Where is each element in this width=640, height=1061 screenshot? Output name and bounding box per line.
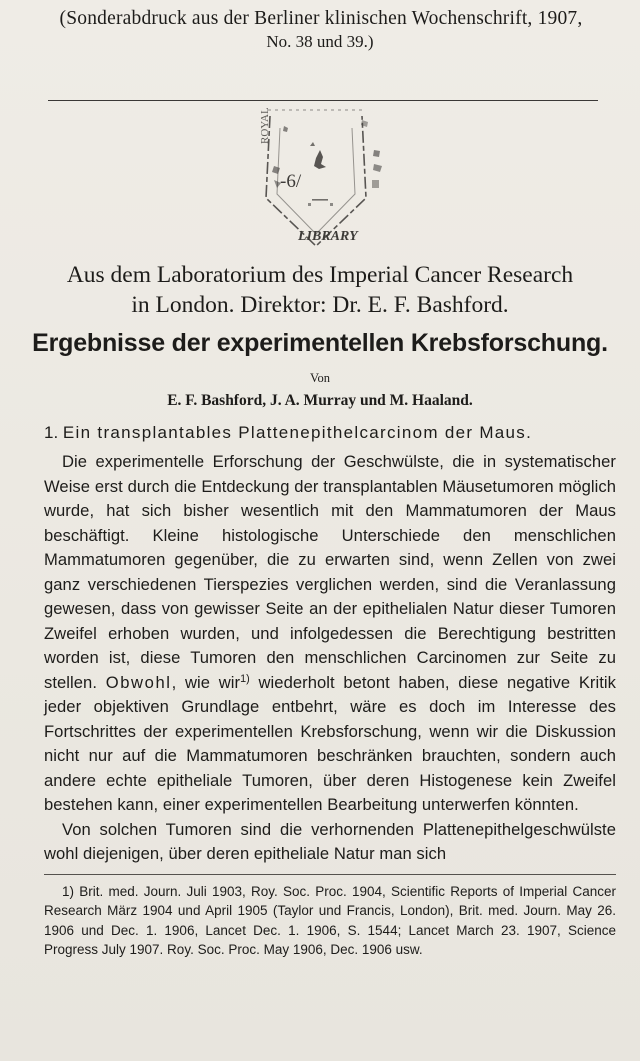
offprint-issue: No. 38 und 39.) [266,32,374,51]
stamp-side-text: ROYAL [259,107,271,144]
paragraph-1-text-d: wiederholt betont haben, diese negative Kritik jeder objektiven Grundlage entbehrt, wäre es doch im Interesse des Fortschrittes der experimentellen Krebsforschung, wenn wir die Diskussion nicht nur auf die Mammatumoren beschränken brauchten, sondern auch andere echte epitheliale Tumoren, über deren Histogenese kein Zweifel bestehen kann, einer experimentellen Bearbeitung unterwerfen könnten. [44,672,616,814]
footnote-rule [44,874,616,875]
paragraph-2: Von solchen Tumoren sind die verhornenden Plattenepithelgeschwülste wohl diejenigen, über deren epitheliale Natur man sich [44,819,616,863]
paragraph-1-spaced-word: Obwohl [105,672,172,692]
offprint-header: (Sonderabdruck aus der Berliner klinischen Wochenschrift, 1907, [59,8,583,29]
stamp-bottom-text: LIBRARY [298,229,358,244]
institute-line-2: in London. Direktor: Dr. E. F. Bashford. [131,292,509,318]
paragraph-1-text-c: , wie wir [171,672,241,692]
byline-von: Von [310,371,330,385]
footnote [44,882,616,959]
footnote-marker: 1) [62,884,75,899]
paragraph-1 [44,450,616,818]
institute-line-1: Aus dem Laboratorium des Imperial Cancer Research [66,262,574,288]
article-body [44,450,616,867]
stamp-number: -6/ [280,171,302,192]
library-stamp [228,48,404,248]
footnote-ref: 1) [240,672,250,685]
section-title: Ein transplantables Plattenepithelcarcinom der Maus. [62,423,533,442]
section-heading [44,423,624,443]
paragraph-1-text-a: Die experimentelle Erforschung der Geschwülste, die in systematischer Weise erst durch die Entdeckung der transplantablen Mäusetumoren möglich wurde, hat sich bisher wesentlich mit den Mammatumoren der Maus beschäftigt. Kleine histologische Unterschiede den menschlichen Mammatumoren gegenüber, die zu erwarten sind, wenn Zellen von zwei ganz verschiedenen Tierspezies verglichen werden, sind die Veranlassung gewesen, dass von gewisser Seite an der epithelialen Natur dieser Tumoren Zweifel erhoben wurden, und infolgedessen die Berechtigung bestritten worden ist, diese Tumoren den menschlichen Carcinomen zur Seite zu stellen. [44,452,616,692]
authors: E. F. Bashford, J. A. Murray und M. Haaland. [167,392,473,409]
header-rule [48,100,598,101]
section-number: 1. [44,423,59,442]
article-title: Ergebnisse der experimentellen Krebsforschung. [32,329,608,357]
footnote-text: Brit. med. Journ. Juli 1903, Roy. Soc. Proc. 1904, Scientific Reports of Imperial Cancer Research März 1904 und April 1905 (Taylor und Francis, London), Brit. med. Journ. May 26. 1906 und Dec. 1. 1906, Lancet Dec. 1. 1906, S. 1544; Lancet March 23. 1907, Science Progress July 1907. Roy. Soc. Proc. May 1906, Dec. 1906 usw. [44,884,616,957]
